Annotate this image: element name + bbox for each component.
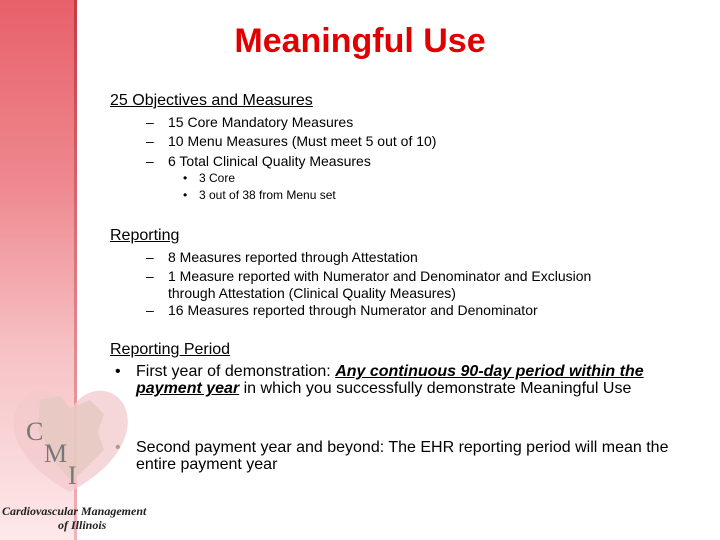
emphasis-text: Any continuous 90-day period within the payment year — [136, 363, 644, 397]
bullet-marker: • — [115, 363, 121, 380]
bullet-item: • First year of demonstration: Any continuous 90-day period within the payment year in which you successfully demonstrate Meaningful Use — [115, 363, 644, 397]
dash-marker: – — [146, 302, 154, 318]
sub-list-item: • 3 Core — [183, 171, 236, 185]
logo-letter-m: M — [44, 439, 68, 468]
slide-title: Meaningful Use — [234, 22, 486, 60]
cmi-logo — [0, 370, 165, 535]
dash-marker: – — [146, 249, 154, 265]
list-item: – 16 Measures reported through Numerator and Denominator — [146, 302, 538, 318]
section-heading-reporting-period: Reporting Period — [110, 341, 231, 358]
list-item: – 15 Core Mandatory Measures — [146, 114, 354, 130]
dash-marker: – — [146, 153, 154, 169]
bullet-item: Second payment year and beyond: The EHR reporting period will mean the entire payment year — [110, 439, 710, 473]
section-heading-reporting: Reporting — [110, 227, 180, 244]
logo-text-line1: Cardiovascular Management — [2, 504, 147, 518]
list-item: – 10 Menu Measures (Must meet 5 out of 10) — [146, 133, 437, 149]
dash-marker: – — [146, 114, 154, 130]
logo-text-line2: of Illinois — [58, 518, 107, 532]
list-item: – 1 Measure reported with Numerator and Denominator and Exclusion through Attestation (Clinical Quality Measures) — [146, 268, 592, 301]
bullet-marker: • — [183, 171, 188, 185]
sub-list-item: • 3 out of 38 from Menu set — [183, 188, 336, 202]
logo-letter-i: I — [68, 461, 77, 490]
list-item: – 8 Measures reported through Attestation — [146, 249, 418, 265]
dash-marker: – — [146, 268, 154, 284]
dash-marker: – — [146, 133, 154, 149]
section-heading-objectives: 25 Objectives and Measures — [110, 92, 313, 109]
list-item: – 6 Total Clinical Quality Measures — [146, 153, 371, 169]
logo-letter-c: C — [26, 417, 44, 446]
bullet-marker: • — [183, 188, 188, 202]
